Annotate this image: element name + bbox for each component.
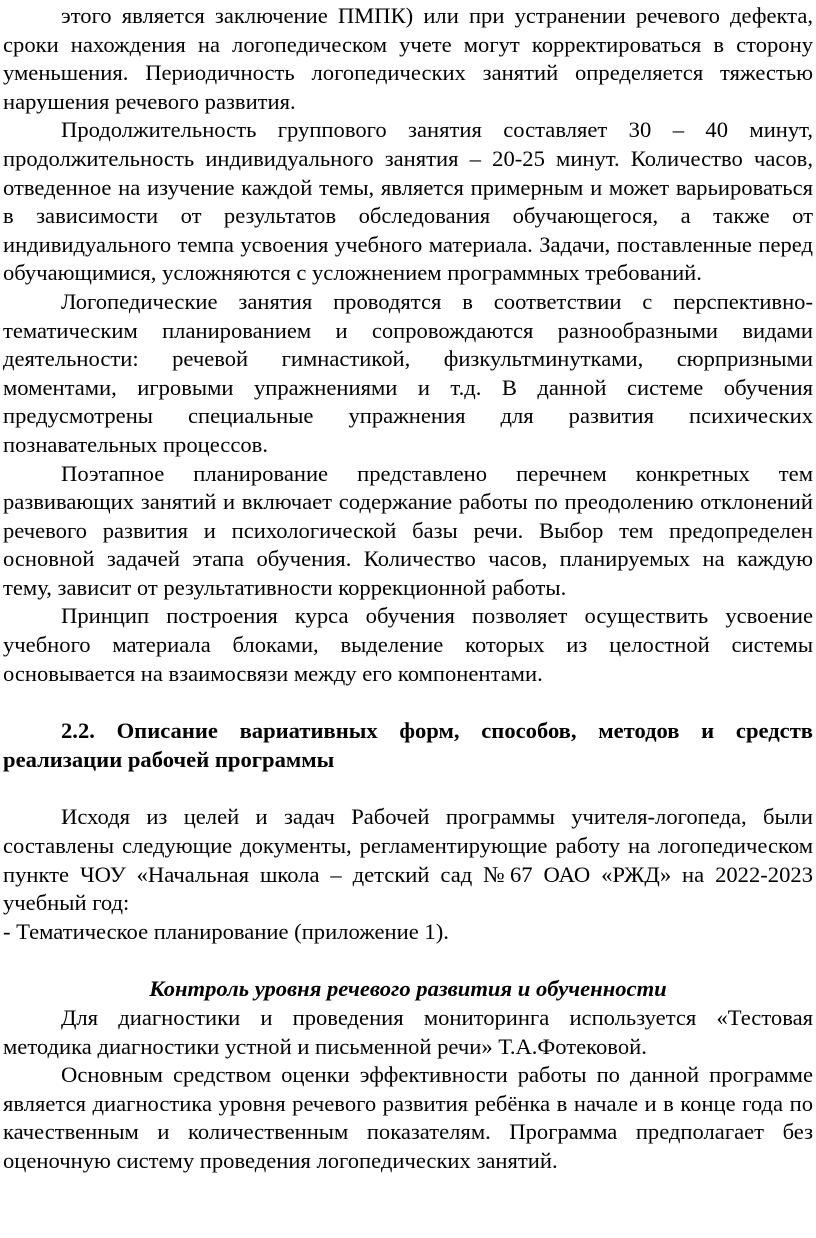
paragraph-continuation: этого является заключение ПМПК) или при устранении речевого дефекта, сроки нахождения на логопедическом учете могут корректироваться в сторону уменьшения. Периодичность логопедических занятий определяется тяжестью нарушения речевого развития.: [3, 3, 813, 114]
subsection-heading: Контроль уровня речевого развития и обученности: [149, 976, 667, 1002]
section-heading: 2.2. Описание вариативных форм, способов, методов и средств реализации рабочей программы: [3, 718, 813, 772]
paragraph-course-principle: Принцип построения курса обучения позволяет осуществить усвоение учебного материала блоками, выделение которых из целостной системы основывается на взаимосвязи между его компонентами.: [3, 603, 813, 686]
list-item-thematic-planning: - Тематическое планирование (приложение 1).: [3, 918, 449, 944]
paragraph-diagnostics-method: Для диагностики и проведения мониторинга используется «Тестовая методика диагностики устной и письменной речи» Т.А.Фотековой.: [3, 1005, 813, 1059]
paragraph-stage-planning: Поэтапное планирование представлено перечнем конкретных тем развивающих занятий и включает содержание работы по преодолению отклонений речевого развития и психологической базы речи. Выбор тем предопределен основной задачей этапа обучения. Количество часов, планируемых на каждую тему, зависит от результативности коррекционной работы.: [3, 460, 813, 600]
paragraph-documents: Исходя из целей и задач Рабочей программы учителя-логопеда, были составлены следующие документы, регламентирующие работу на логопедическом пункте ЧОУ «Начальная школа – детский сад №67 ОАО «РЖД» на 2022-2023 учебный год:: [3, 804, 813, 916]
paragraph-lesson-activities: Логопедические занятия проводятся в соответствии с перспективно-тематическим планированием и сопровождаются разнообразными видами деятельности: речевой гимнастикой, физкультминутками, сюрпризными моментами, игровыми упражнениями и т.д. В данной системе обучения предусмотрены специальные упражнения для развития психических познавательных процессов.: [3, 288, 813, 457]
paragraph-evaluation: Основным средством оценки эффективности работы по данной программе является диагностика уровня речевого развития ребёнка в начале и в конце года по качественным и количественным показателям. Программа предполагает без оценочную систему проведения логопедических занятий.: [3, 1062, 813, 1173]
paragraph-lesson-duration: Продолжительность группового занятия составляет 30 – 40 минут, продолжительность индивидуального занятия – 20-25 минут. Количество часов, отведенное на изучение каждой темы, является примерным и может варьироваться в зависимости от результатов обследования обучающегося, а также от индивидуального темпа усвоения учебного материала. Задачи, поставленные перед обучающимися, усложняются с усложнением программных требований.: [3, 117, 813, 286]
